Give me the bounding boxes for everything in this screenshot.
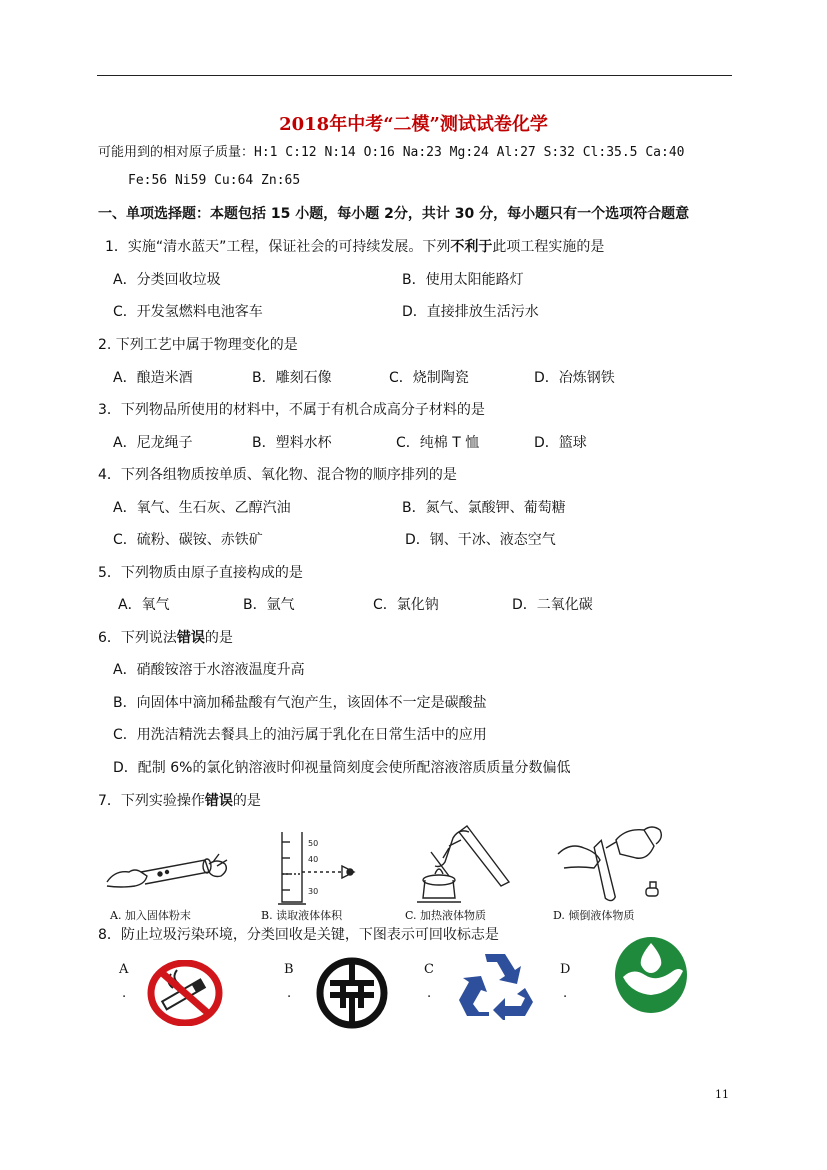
page-number: 11 (715, 1088, 729, 1101)
page-title: 2018年中考“二模”测试试卷化学 (279, 114, 548, 135)
recycling-icon (455, 950, 535, 1020)
question-6-stem: 6．下列说法错误的是 (98, 630, 233, 646)
q8-dot-d: . (563, 986, 568, 1001)
figure-caption-a: A. 加入固体粉末 (110, 909, 191, 922)
q5-option-d: D．二氧化碳 (512, 597, 593, 613)
q2-option-c: C．烧制陶瓷 (389, 370, 469, 386)
figure-add-powder (105, 842, 230, 904)
water-saving-icon (613, 933, 689, 1015)
q5-option-a: A．氧气 (118, 597, 170, 613)
figure-pour-liquid (556, 824, 668, 906)
atomic-masses-line2: Fe:56 Ni59 Cu:64 Zn:65 (128, 173, 301, 188)
question-8-stem: 8．防止垃圾污染环境，分类回收是关键，下图表示可回收标志是 (98, 927, 499, 943)
q4-option-b: B．氮气、氯酸钾、葡萄糖 (402, 500, 566, 516)
q8-option-letter-a: A (119, 962, 129, 977)
section-heading: 一、单项选择题：本题包括 15 小题，每小题 2分，共计 30 分，每小题只有一个选项符合题意 (98, 206, 690, 222)
q4-option-d: D．钢、干冰、液态空气 (405, 532, 556, 548)
q1-option-a: A．分类回收垃圾 (113, 272, 221, 288)
question-2-stem: 2. 下列工艺中属于物理变化的是 (98, 337, 298, 353)
q1-option-c: C．开发氢燃料电池客车 (113, 304, 263, 320)
question-7-stem: 7．下列实验操作错误的是 (98, 793, 261, 809)
q3-option-b: B．塑料水杯 (252, 435, 332, 451)
atomic-masses-line1: 可能用到的相对原子质量：H:1 C:12 N:14 O:16 Na:23 Mg:24 Al:27 S:32 Cl:35.5 Ca:40 (98, 145, 685, 160)
q3-option-a: A．尼龙绳子 (113, 435, 193, 451)
question-4-stem: 4．下列各组物质按单质、氧化物、混合物的顺序排列的是 (98, 467, 457, 483)
scale-label-40: 40 (308, 855, 319, 864)
question-3-stem: 3．下列物品所使用的材料中，不属于有机合成高分子材料的是 (98, 402, 485, 418)
q8-dot-b: . (287, 986, 292, 1001)
q6-option-d: D．配制 6%的氯化钠溶液时仰视量筒刻度会使所配溶液溶质质量分数偏低 (113, 760, 571, 776)
q3-option-c: C．纯棉 T 恤 (396, 435, 480, 451)
q1-option-d: D．直接排放生活污水 (402, 304, 539, 320)
figure-caption-c: C. 加热液体物质 (405, 909, 487, 922)
header-rule (97, 75, 732, 76)
q5-option-c: C．氯化钠 (373, 597, 439, 613)
figure-caption-b: B. 读取液体体积 (261, 909, 343, 922)
figure-heat-liquid (405, 822, 517, 908)
figure-caption-d: D. 倾倒液体物质 (553, 909, 635, 922)
q8-option-letter-c: C (424, 962, 434, 977)
q8-dot-c: . (427, 986, 432, 1001)
q8-dot-a: . (122, 986, 127, 1001)
q6-option-c: C．用洗洁精洗去餐具上的油污属于乳化在日常生活中的应用 (113, 727, 487, 743)
q4-option-c: C．硫粉、碳铵、赤铁矿 (113, 532, 263, 548)
q6-option-b: B．向固体中滴加稀盐酸有气泡产生，该固体不一定是碳酸盐 (113, 695, 487, 711)
q8-option-letter-d: D (560, 962, 571, 977)
q1-option-b: B．使用太阳能路灯 (402, 272, 524, 288)
scale-label-30: 30 (308, 887, 319, 896)
q4-option-a: A．氧气、生石灰、乙醇汽油 (113, 500, 291, 516)
scale-label-50: 50 (308, 839, 319, 848)
emblem-icon (314, 956, 390, 1030)
q3-option-d: D．篮球 (534, 435, 587, 451)
q8-option-letter-b: B (284, 962, 294, 977)
question-5-stem: 5．下列物质由原子直接构成的是 (98, 565, 303, 581)
q2-option-d: D．冶炼钢铁 (534, 370, 615, 386)
q6-option-a: A．硝酸铵溶于水溶液温度升高 (113, 662, 305, 678)
q5-option-b: B．氩气 (243, 597, 295, 613)
q2-option-b: B．雕刻石像 (252, 370, 332, 386)
figure-read-volume (276, 830, 366, 908)
no-smoking-icon (147, 960, 223, 1026)
question-1-stem: 1．实施“清水蓝天”工程，保证社会的可持续发展。下列不利于此项工程实施的是 (105, 239, 605, 255)
q2-option-a: A．酿造米酒 (113, 370, 193, 386)
